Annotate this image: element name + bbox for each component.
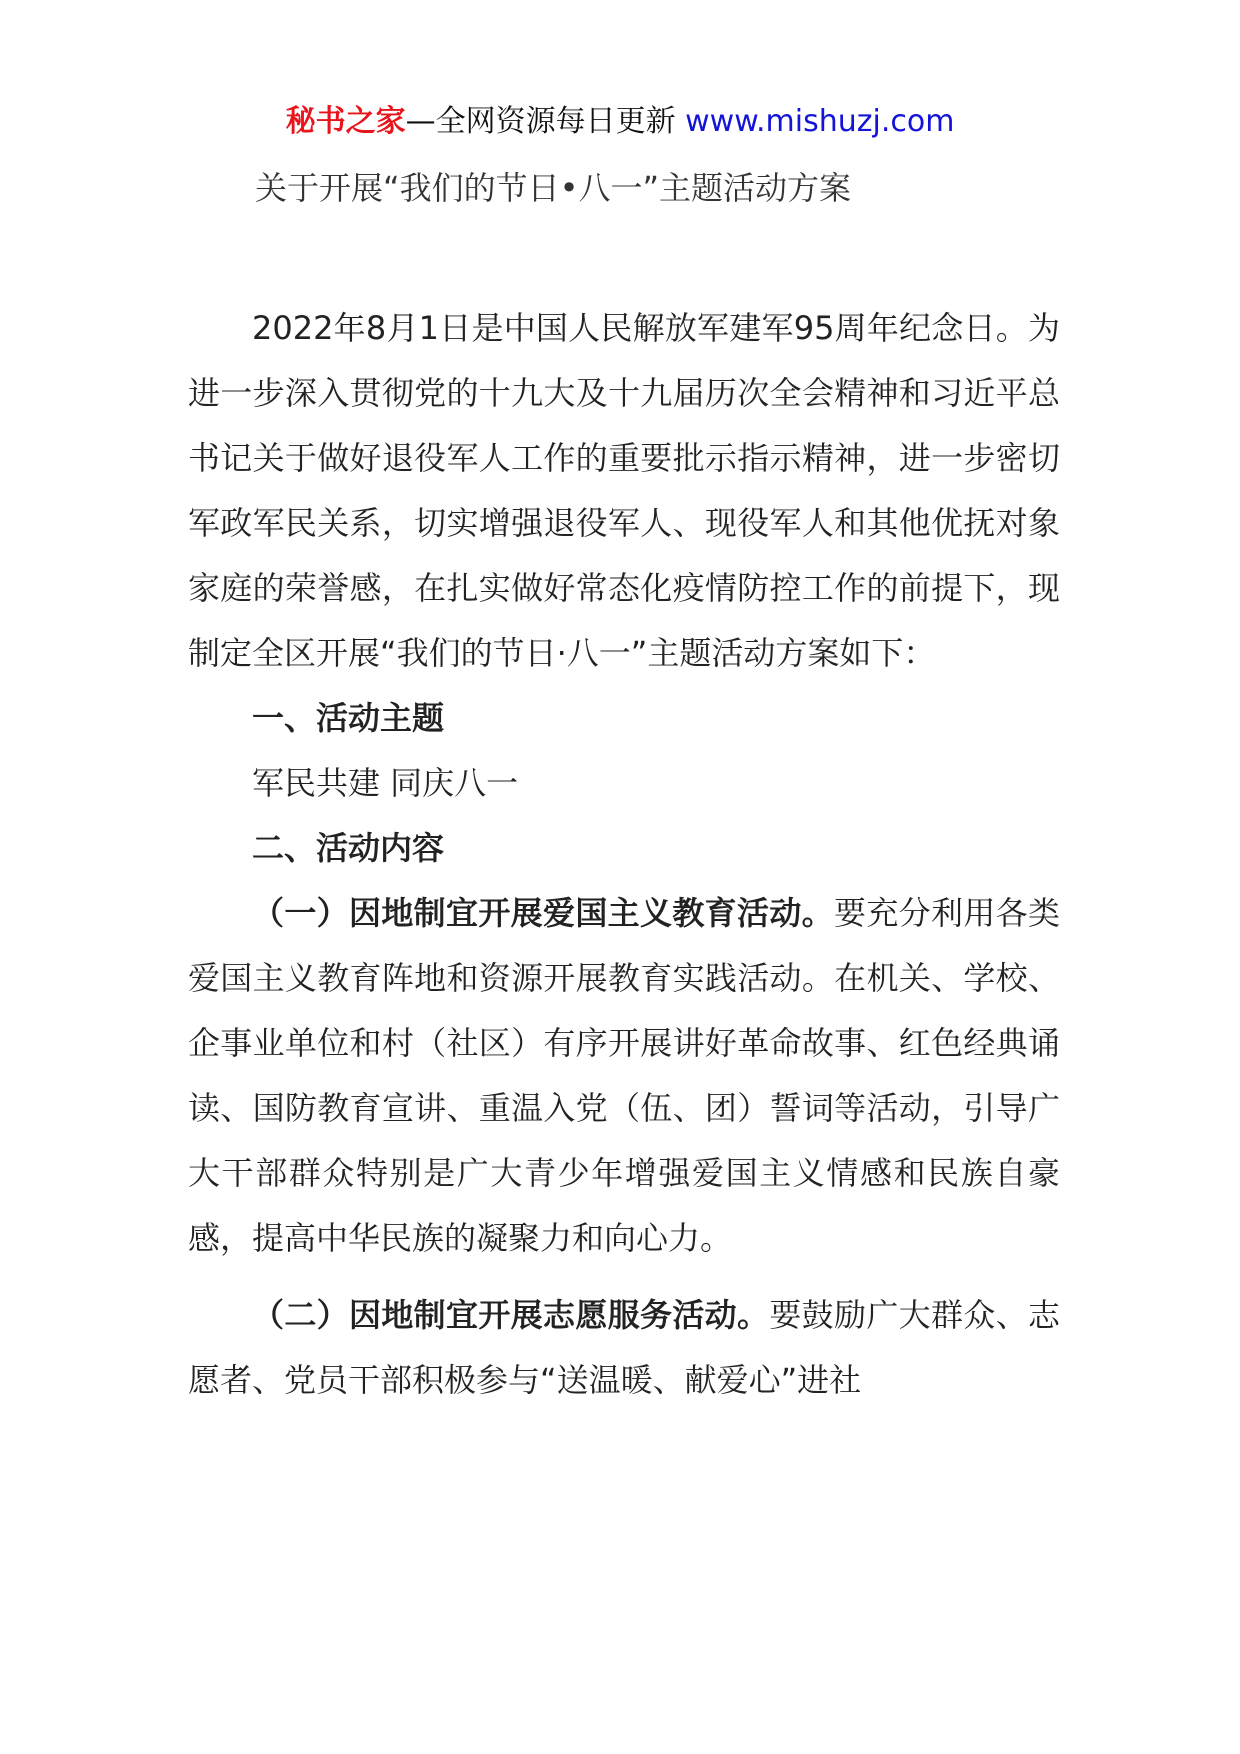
document-title: 关于开展“我们的节日•八一”主题活动方案 xyxy=(255,169,852,207)
watermark-banner xyxy=(0,100,1240,144)
section-heading-content: 二、活动内容 xyxy=(252,829,445,867)
content-item-1-lead: （一）因地制宜开展爱国主义教育活动。 xyxy=(252,894,834,932)
content-item-2 xyxy=(188,1283,1060,1413)
content-item-2-text: 要鼓励广大群众、志愿者、党员干部积极参与“送温暖、献爱心”进社 xyxy=(188,1296,1060,1399)
section-theme-text: 军民共建 同庆八一 xyxy=(252,764,519,802)
banner-slogan: —全网资源每日更新 xyxy=(405,104,686,139)
section-heading-theme: 一、活动主题 xyxy=(252,699,445,737)
content-item-1-text: 要充分利用各类爱国主义教育阵地和资源开展教育实践活动。在机关、学校、企事业单位和村（社区）有序开展讲好革命故事、红色经典诵读、国防教育宣讲、重温入党（伍、团）誓词等活动，引导广大干部群众特别是广大青少年增强爱国主义情感和民族自豪感，提高中华民族的凝聚力和向心力。 xyxy=(188,894,1060,1257)
intro-paragraph: 2022年8月1日是中国人民解放军建军95周年纪念日。为进一步深入贯彻党的十九大及十九届历次全会精神和习近平总书记关于做好退役军人工作的重要批示指示精神，进一步密切军政军民关系，切实增强退役军人、现役军人和其他优抚对象家庭的荣誉感，在扎实做好常态化疫情防控工作的前提下，现制定全区开展“我们的节日·八一”主题活动方案如下： xyxy=(188,309,1060,672)
document-body xyxy=(188,296,1060,1413)
content-item-1 xyxy=(188,881,1060,1271)
brand-name: 秘书之家 xyxy=(285,104,406,139)
website-link[interactable]: www.mishuzj.com xyxy=(685,104,955,139)
content-item-2-lead: （二）因地制宜开展志愿服务活动。 xyxy=(252,1296,770,1334)
